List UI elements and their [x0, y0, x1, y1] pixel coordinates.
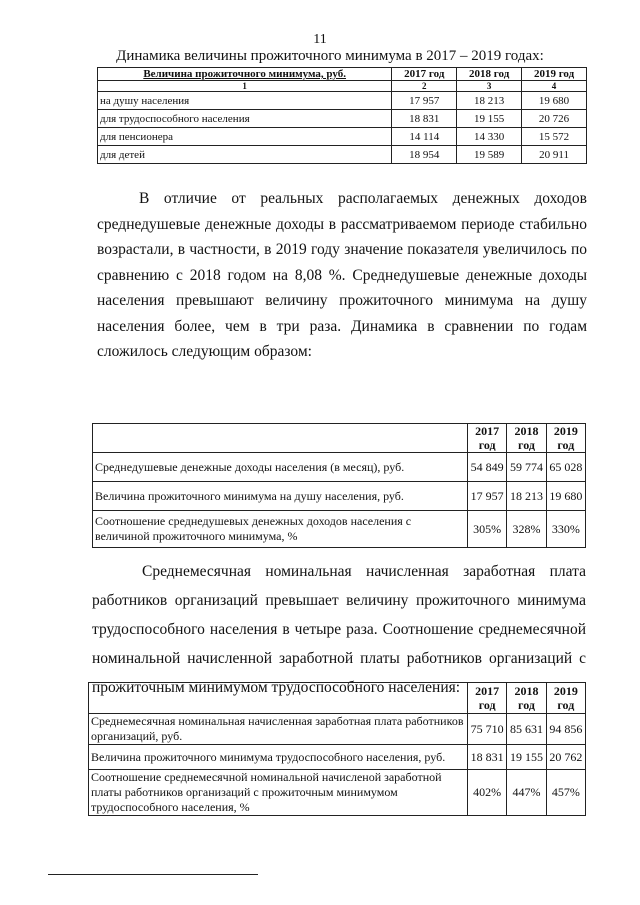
column-number-row — [98, 81, 587, 92]
cell-2017: 18 831 — [392, 110, 457, 128]
cell-2017: 75 710 — [468, 714, 507, 745]
table-row — [89, 714, 586, 745]
header-cell: 2017 год — [468, 424, 507, 453]
cell-2018: 85 631 — [507, 714, 546, 745]
cell-2019: 94 856 — [546, 714, 585, 745]
header-cell: 2019 год — [546, 683, 585, 714]
wage-comparison-table — [88, 682, 586, 816]
row-label: для детей — [98, 146, 392, 164]
table-row — [98, 146, 587, 164]
header-cell-empty — [89, 683, 468, 714]
cell-2018: 18 213 — [507, 482, 546, 511]
cell-2017: 17 957 — [392, 92, 457, 110]
cell-2019: 20 762 — [546, 745, 585, 770]
row-label: Соотношение среднедушевых денежных доходов населения с величиной прожиточного минимума, % — [93, 511, 468, 548]
table-row — [98, 128, 587, 146]
cell-2017: 18 831 — [468, 745, 507, 770]
cell-2019: 457% — [546, 770, 585, 816]
table-header-row — [93, 424, 586, 453]
cell-2017: 14 114 — [392, 128, 457, 146]
table-row — [93, 482, 586, 511]
table-row — [98, 92, 587, 110]
subsistence-minimum-table — [97, 67, 587, 164]
cell-2019: 330% — [546, 511, 585, 548]
table-row — [98, 110, 587, 128]
footnote-separator — [48, 874, 258, 875]
cell-2017: 305% — [468, 511, 507, 548]
table-header-row — [89, 683, 586, 714]
row-label: Величина прожиточного минимума трудоспособного населения, руб. — [89, 745, 468, 770]
cell-2019: 19 680 — [522, 92, 587, 110]
cell-2018: 447% — [507, 770, 546, 816]
cell-2017: 54 849 — [468, 453, 507, 482]
header-cell: 2019 год — [546, 424, 585, 453]
column-number: 4 — [522, 81, 587, 92]
row-label: для пенсионера — [98, 128, 392, 146]
table1-title: Динамика величины прожиточного минимума в 2017 – 2019 годах: — [116, 48, 544, 64]
row-label: на душу населения — [98, 92, 392, 110]
table-row — [93, 453, 586, 482]
income-comparison-table — [92, 423, 586, 548]
paragraph-text: Среднемесячная номинальная начисленная заработная плата работников организаций превышает величину прожиточного минимума трудоспособного населения в четыре раза. Соотношение среднемесячной номинальной начисленной заработной платы работников организаций с прожиточным минимумом трудоспособного населения: — [92, 563, 586, 696]
page-number: 11 — [313, 32, 327, 47]
row-label: Величина прожиточного минимума на душу населения, руб. — [93, 482, 468, 511]
cell-2018: 328% — [507, 511, 546, 548]
header-cell: Величина прожиточного минимума, руб. — [98, 68, 392, 81]
header-cell: 2018 год — [457, 68, 522, 81]
row-label: Среднедушевые денежные доходы населения (в месяц), руб. — [93, 453, 468, 482]
row-label: Соотношение среднемесячной номинальной начисленой заработной платы работников организаций с прожиточным минимумом трудоспособного населения, % — [89, 770, 468, 816]
cell-2018: 18 213 — [457, 92, 522, 110]
cell-2017: 18 954 — [392, 146, 457, 164]
paragraph-income — [97, 186, 587, 365]
table-header-row — [98, 68, 587, 81]
row-label: Среднемесячная номинальная начисленная заработная плата работников организаций, руб. — [89, 714, 468, 745]
cell-2018: 19 589 — [457, 146, 522, 164]
table-row — [89, 745, 586, 770]
cell-2019: 15 572 — [522, 128, 587, 146]
cell-2018: 19 155 — [507, 745, 546, 770]
paragraph-text: В отличие от реальных располагаемых денежных доходов среднедушевые денежные доходы в рассматриваемом периоде стабильно возрастали, в частности, в 2019 году значение показателя увеличилось по сравнению с 2018 годом на 8,08 %. Среднедушевые денежные доходы населения превышают величину прожиточного минимума на душу населения более, чем в три раза. Динамика в сравнении по годам сложилось следующим образом: — [97, 190, 587, 360]
column-number: 1 — [98, 81, 392, 92]
table-row — [89, 770, 586, 816]
cell-2019: 65 028 — [546, 453, 585, 482]
header-cell: 2018 год — [507, 683, 546, 714]
cell-2019: 19 680 — [546, 482, 585, 511]
column-number: 3 — [457, 81, 522, 92]
cell-2019: 20 726 — [522, 110, 587, 128]
cell-2019: 20 911 — [522, 146, 587, 164]
cell-2017: 402% — [468, 770, 507, 816]
header-cell: 2018 год — [507, 424, 546, 453]
cell-2018: 19 155 — [457, 110, 522, 128]
header-cell-empty — [93, 424, 468, 453]
header-cell: 2017 год — [468, 683, 507, 714]
header-cell: 2017 год — [392, 68, 457, 81]
cell-2018: 14 330 — [457, 128, 522, 146]
header-cell: 2019 год — [522, 68, 587, 81]
cell-2017: 17 957 — [468, 482, 507, 511]
cell-2018: 59 774 — [507, 453, 546, 482]
row-label: для трудоспособного населения — [98, 110, 392, 128]
column-number: 2 — [392, 81, 457, 92]
table-row — [93, 511, 586, 548]
paragraph-wages — [92, 557, 586, 702]
